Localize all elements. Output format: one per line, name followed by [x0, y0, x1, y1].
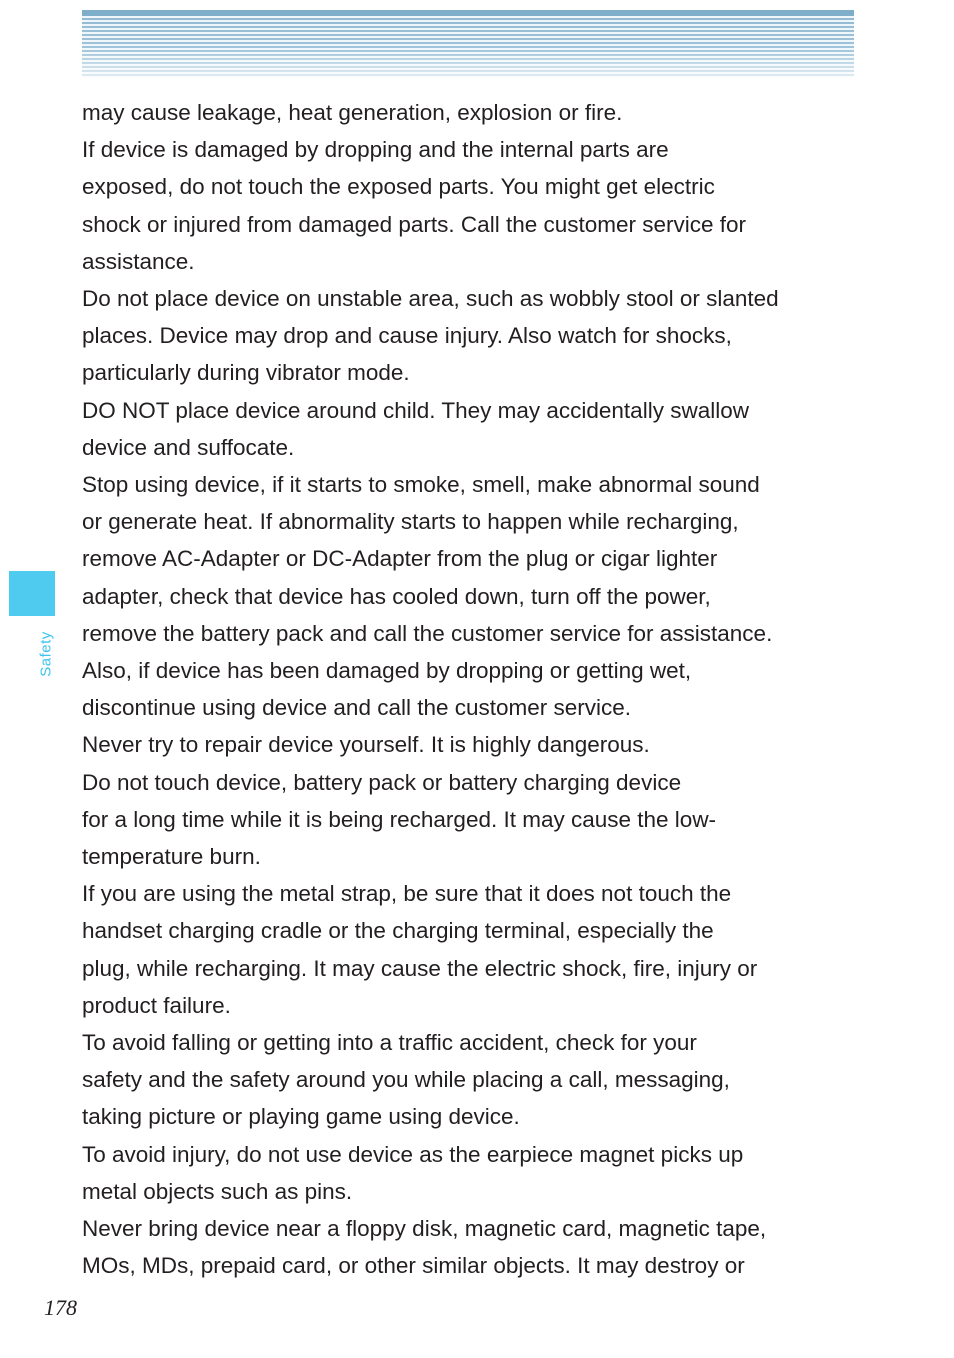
text-line: device and suffocate.	[82, 434, 295, 460]
paragraph	[82, 392, 872, 466]
text-line: shock or injured from damaged parts. Call the customer service for	[82, 211, 747, 237]
paragraph	[82, 131, 872, 280]
paragraph	[82, 875, 872, 1024]
text-line: may cause leakage, heat generation, explosion or fire.	[82, 100, 623, 125]
text-line: MOs, MDs, prepaid card, or other similar objects. It may destroy or	[82, 1253, 745, 1279]
section-tab-marker	[9, 571, 55, 616]
header-decoration-band	[82, 10, 854, 78]
text-line: places. Device may drop and cause injury. Also watch for shocks,	[82, 323, 732, 349]
text-line: handset charging cradle or the charging terminal, especially the	[82, 918, 714, 944]
text-line: temperature burn.	[82, 844, 261, 870]
text-line: metal objects such as pins.	[82, 1178, 353, 1204]
section-tab-label: Safety	[37, 631, 55, 677]
text-line: discontinue using device and call the customer service.	[82, 695, 632, 721]
text-line: safety and the safety around you while placing a call, messaging,	[82, 1067, 730, 1093]
paragraph	[82, 726, 872, 763]
paragraph	[82, 280, 872, 392]
text-line: If you are using the metal strap, be sure that it does not touch the	[82, 881, 732, 907]
text-line: taking picture or playing game using device.	[82, 1104, 520, 1130]
text-line: Do not touch device, battery pack or battery charging device	[82, 769, 682, 795]
page-number: 178	[44, 1295, 77, 1320]
text-line: product failure.	[82, 992, 231, 1018]
text-line: for a long time while it is being recharged. It may cause the low-	[82, 806, 717, 832]
paragraph	[82, 1210, 872, 1284]
text-line: Do not place device on unstable area, such as wobbly stool or slanted	[82, 286, 779, 312]
paragraph	[82, 94, 872, 131]
text-line: Also, if device has been damaged by dropping or getting wet,	[82, 658, 692, 684]
text-line: remove the battery pack and call the customer service for assistance.	[82, 620, 773, 646]
text-line: particularly during vibrator mode.	[82, 360, 410, 386]
text-line: Stop using device, if it starts to smoke, smell, make abnormal sound	[82, 472, 760, 498]
paragraph	[82, 1024, 872, 1136]
text-line: Never bring device near a floppy disk, magnetic card, magnetic tape,	[82, 1216, 767, 1242]
text-line: plug, while recharging. It may cause the electric shock, fire, injury or	[82, 955, 758, 981]
text-line: To avoid injury, do not use device as the earpiece magnet picks up	[82, 1141, 744, 1167]
text-line: assistance.	[82, 248, 195, 274]
text-line: To avoid falling or getting into a traffic accident, check for your	[82, 1030, 697, 1056]
text-line: or generate heat. If abnormality starts to happen while recharging,	[82, 509, 739, 535]
text-line: DO NOT place device around child. They may accidentally swallow	[82, 397, 749, 423]
text-line: remove AC-Adapter or DC-Adapter from the plug or cigar lighter	[82, 546, 718, 572]
paragraph	[82, 764, 872, 876]
text-line: If device is damaged by dropping and the internal parts are	[82, 137, 669, 163]
text-line: exposed, do not touch the exposed parts. You might get electric	[82, 174, 715, 200]
body-text	[82, 94, 872, 1285]
text-line: Never try to repair device yourself. It is highly dangerous.	[82, 732, 650, 758]
paragraph	[82, 1136, 872, 1210]
text-line: adapter, check that device has cooled down, turn off the power,	[82, 583, 711, 609]
paragraph	[82, 466, 872, 726]
